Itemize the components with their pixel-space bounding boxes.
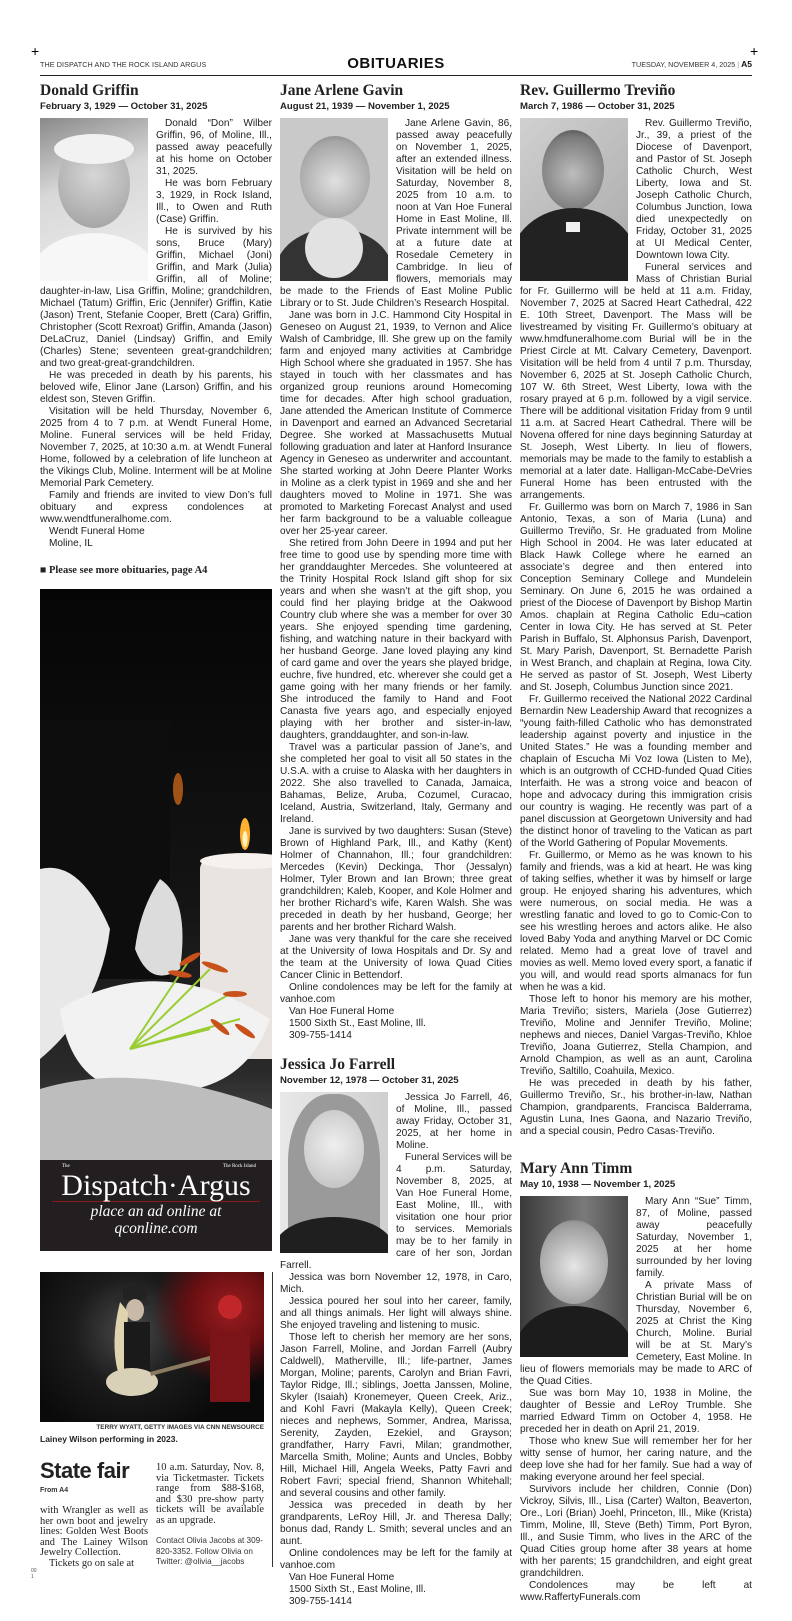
photo-caption: Lainey Wilson performing in 2023. <box>40 1434 178 1444</box>
state-fair-headline: State fair <box>40 1458 130 1483</box>
see-more-link[interactable]: ■ Please see more obituaries, page A4 <box>40 565 208 576</box>
photo-credit: TERRY WYATT, GETTY IMAGES VIA CNN NEWSOURCE <box>96 1424 264 1431</box>
obituary-paragraph: Fr. Guillermo received the National 2022 Cardinal Bernardin New Leadership Award that recognizes a “young faith-filled Catholic who has demonstrated leadership against poverty and injustice in the United States.” He was a founding member and chaplain of Escucha Mi Voz Iowa (Listen to Me), which is an outgrowth of CCHD-funded Quad Cities Interfaith. He was a strong voice and beacon of hope and advocacy during this immigration crisis our country is waging. He recently was part of a panel discussion at Georgetown University and had the distinct honor of traveling to the Vatican as part of the World Gathering of Popular Movements. <box>520 694 752 849</box>
portrait-photo <box>280 118 388 281</box>
funeral-home-info: Wendt Funeral Home <box>49 526 145 537</box>
obituary-paragraph: She retired from John Deere in 1994 and put her free time to good use by spending more time with her granddaughter Mercedes. She volunteered at the Trinity Hospital Rock Island gift shop for six years and when she wasn’t at the gift shop, you could find her playing bridge at the Oakwood Country club where she was a member for over 30 years. She enjoyed spending time gardening, fishing, and watching nature in their backyard with her husband George. Jane loved playing any kind of card game and over the years she played bridge, euchre, five hundred, etc. wherever she could get a game going with her many friends or her family. She introduced the family to Hand and Foot Canasta five years ago, and especially enjoyed playing with her brother and sister-in-law, daughters, granddaughter, and son-in-law. <box>280 538 512 741</box>
ad-tagline: place an ad online at <box>90 1203 222 1220</box>
advertisement-image <box>40 589 272 1160</box>
obituary-paragraph: Fr. Guillermo was born on March 7, 1986 in San Antonio, Texas, a son of Maria (Luna) and Guillermo Treviño, Sr. He graduated from Moline High School in 2004. He was later educated at Black Hawk College where he earned an associate’s degree and then entered into Conception Seminary College and Mundelein Seminary. On June 6, 2015 he was ordained a priest of the Diocese of Davenport by Bishop Martin Amos. chaplain at Regina Catholic Edu¬cation Center in Iowa City. He has served at St. Peter Parish in Buffalo, St. Alphonsus Parish, Davenport, St. Mary Parish, Davenport, St. Bernadette Parish in West Branch, and chaplain at Regina, Iowa City. He served as pastor of St. Joseph, West Liberty and St. Joseph, Columbus Junction since 2021. <box>520 502 752 693</box>
section-title: OBITUARIES <box>347 55 445 72</box>
header-rule <box>40 75 752 76</box>
crop-mark-icon: + <box>31 43 40 59</box>
logo-rock-island: The Rock Island <box>222 1164 256 1169</box>
state-fair-text-col2: 10 a.m. Saturday, Nov. 8, via Ticketmaster. Tickets range from $88-$168, and $30 pre-show party tickets will be available as an upgrade. <box>156 1462 264 1526</box>
ad-url[interactable]: qconline.com <box>114 1220 198 1237</box>
obituary-dates: March 7, 1986 — October 31, 2025 <box>520 101 675 112</box>
obituary-farrell <box>280 1056 512 1608</box>
funeral-home-info: Van Hoe Funeral Home <box>289 1006 395 1017</box>
obituary-paragraph: Online condolences may be left for the family at vanhoe.com <box>280 1548 512 1571</box>
portrait-photo <box>520 1196 628 1357</box>
obituary-griffin <box>40 82 272 550</box>
portrait-photo <box>280 1092 388 1253</box>
obituary-paragraph: Those who knew Sue will remember her for her witty sense of humor, her caring nature, and the deep love she had for her family. Sue had a way of making everyone around her feel special. <box>520 1436 752 1483</box>
dispatch-argus-ad-banner[interactable] <box>40 1160 272 1251</box>
obituary-paragraph: Those left to honor his memory are his mother, Maria Treviño; sisters, Mariela (Jose Gutierrez) Treviño, Moline and Jennifer Treviño, Moline; nephews and nieces, Daniel Vargas-Treviño, Khloe Treviño, Joana Gutierrez, Stella Champion, and Arnold Champion, as well as an aunt, Carolina Treviño, Saltillo, Coahuila, Mexico. <box>520 994 752 1077</box>
funeral-home-info: 309-755-1414 <box>289 1596 352 1607</box>
obituary-paragraph: Mary Ann “Sue” Timm, 87, of Moline, passed away peacefully Saturday, November 1, 2025 at her home surrounded by her loving family. <box>636 1196 752 1279</box>
obituary-dates: May 10, 1938 — November 1, 2025 <box>520 1179 676 1190</box>
obituary-paragraph: Jane was born in J.C. Hammond City Hospital in Geneseo on August 21, 1939, to Vernon and Alice Walsh of Cambridge, Ill. She grew up on the family farm and enjoyed many activities at Cambridge High School where she graduated in 1957. She has stayed in touch with her classmates and has organized group reunions around Homecoming time for decades. After high school graduation, Jane attended the American Institute of Commerce in Davenport and earned an Advanced Secretarial Degree. She worked at Massachusetts Mutual following graduation and later at Hanford Insurance Agency in Geneseo as underwriter and accountant. She started working at John Deere Planter Works in Moline as a clerk typist in 1969 and she and her daughters moved to Moline in 1971. She was promoted to Marketing Forecast Analyst and used her farm background to be a valuable colleague over her 25-year career. <box>280 310 512 537</box>
story-text: Tickets go on sale at <box>49 1557 135 1569</box>
obituary-paragraph: Those left to cherish her memory are her sons, Jason Farrell, Moline, and Jordan Farrell (Aubry Caldwell), Matherville, Ill.; life-partner, James Morgan, Moline; parents, Carolyn and Brian Favri, Taylor Ridge, Ill.; siblings, Joetta Janssen, Moline, Skyler (Isaiah) Kronemeyer, Queen Creek, Ariz., and Kohl Favri (Makayla Kelly), Queen Creek; nieces and nephews, Sommer, Andrea, Marissa, Serenity, Zayden, Ezekiel, and Grayson; grandfather, Harry Favri, Milan; grandmother, Marcella Smith, Moline; Aunts and Uncles, Bobby Hill, Michael Hill, Angela Weeks, Patty Favri and Robert Favri; special friend, Shannon Whitehall; and several cousins and other family. <box>280 1332 512 1499</box>
obituary-name: Donald Griffin <box>40 82 139 99</box>
obituary-paragraph: Sue was born May 10, 1938 in Moline, the daughter of Bessie and LeRoy Trumble. She married Edward Timm on October 4, 1958. He preceded her in death on April 21, 2019. <box>520 1388 752 1435</box>
funeral-home-info: Van Hoe Funeral Home <box>289 1572 395 1583</box>
obituary-paragraph: Jane was very thankful for the care she received at the University of Iowa Hospitals and Dr. Sy and the team at the University of Iowa Quad Cities Cancer Clinic in Bettendorf. <box>280 934 512 981</box>
funeral-home-info: 309-755-1414 <box>289 1030 352 1041</box>
column-2 <box>280 82 512 1608</box>
page-date <box>632 60 752 69</box>
obituary-paragraph: He is survived by his sons, Bruce (Mary) Griffin, Michael (Joni) Griffin, and Mark (Julia) Griffin, all of Moline; daughter-in-law, Lisa Griffin, Moline; grandchildren, Michael (Tatum) Griffin, Eric (Jennifer) Griffin, Katie (Jason) Trent, Stefanie Cooper, Brett (Cara) Griffin, Christopher (Scott Rexroat) Griffin, Amanda (Jason) DeLaCruz, Daniel (Lindsay) Griffin, and Emily (Charles) Stene; seventeen great-grandchildren; and two great-great-grandchildren. <box>40 226 272 369</box>
obituary-paragraph: Jessica was born November 12, 1978, in Caro, Mich. <box>280 1272 512 1295</box>
obituary-paragraph: Travel was a particular passion of Jane’s, and she completed her goal to visit all 50 states in the U.S.A. with a cruise to Alaska with her daughters in 2022. She also travelled to Canada, Jamaica, Bahamas, Belize, Aruba, Cozumel, Curacao, Iceland, Austria, Switzerland, Italy, Germany and Ireland. <box>280 742 512 825</box>
obituary-dates: August 21, 1939 — November 1, 2025 <box>280 101 450 112</box>
obituary-name: Jessica Jo Farrell <box>280 1056 396 1073</box>
column-rule <box>272 1272 273 1567</box>
column-1 <box>40 82 272 577</box>
obituary-paragraph: Fr. Guillermo, or Memo as he was known to his family and friends, was a kid at heart. He was king of taking selfies, whether it was by himself or large group. He enjoyed sharing his adventures, which were numerous, on social media. He was a wrestling fanatic and loved to go to Comic-Con to see his wrestling heroes and actors alike. He also loved Baby Yoda and anything Marvel or DC Comic related. Memo had a great love of travel and movies as well. Memo loved every sport, a fanatic if you will, and would read sports almanacs for fun when he was a kid. <box>520 850 752 993</box>
obituary-paragraph: A private Mass of Christian Burial will be on Thursday, November 6, 2025 at Christ the King Church, Moline. Burial will be at St. Mary’s Cemetery, East Moline. In lieu of flowers memorials may be made to ARC of the Quad Cities. <box>520 1280 752 1387</box>
obituary-paragraph: He was preceded in death by his father, Guillermo Treviño, Sr., his brother-in-law, Nathan Champion, grandparents, Francisca Balderrama, Agustin Luna, Ines Gaona, and Nazario Treviño, and a special cousin, Pedro Casas-Treviño. <box>520 1078 752 1137</box>
obituary-paragraph: Jessica poured her soul into her career, family, and all things animals. Her light will always shine. She enjoyed traveling and listening to music. <box>280 1296 512 1331</box>
obituary-paragraph: Donald “Don” Wilber Griffin, 96, of Moline, Ill., passed away peacefully at his home on October 31, 2025. <box>156 118 272 177</box>
story-text: with Wrangler as well as her own boot and jewelry lines: Golden West Boots and The Lainey Wilson Jewelry Collection. <box>40 1505 148 1558</box>
column-3 <box>520 82 752 1604</box>
obituary-gavin <box>280 82 512 1042</box>
reporter-contact: Contact Olivia Jacobs at 309-820-3352. Follow Olivia on Twitter: @olivia__jacobs <box>156 1536 263 1566</box>
obituary-paragraph: Online condolences may be left for the family at vanhoe.com <box>280 982 512 1005</box>
obituary-paragraph: Rev. Guillermo Treviño, Jr., 39, a priest of the Diocese of Davenport, and Pastor of St. Joseph Catholic Church, West Liberty, Iowa and St. Joseph Catholic Church, Columbus Junction, Iowa died unexpectedly on Friday, October 31, 2025 at UI Medical Center, Downtown Iowa City. <box>636 118 752 261</box>
date: TUESDAY, NOVEMBER 4, 2025 <box>631 60 736 69</box>
state-fair-right-column <box>156 1463 264 1568</box>
folio-mark: 00 1 <box>31 1568 37 1580</box>
candle-lily-illustration <box>40 589 272 1160</box>
obituary-dates: November 12, 1978 — October 31, 2025 <box>280 1075 459 1086</box>
concert-photo <box>40 1272 264 1422</box>
obituary-paragraph: Condolences may be left at www.RaffertyFunerals.com <box>520 1580 752 1603</box>
funeral-home-info: 1500 Sixth St., East Moline, Ill. <box>289 1018 426 1029</box>
obituary-dates: February 3, 1929 — October 31, 2025 <box>40 101 208 112</box>
obituary-paragraph: Jessica Jo Farrell, 46, of Moline, Ill., passed away Friday, October 31, 2025, at her home in Moline. <box>396 1092 512 1151</box>
page-number: A5 <box>741 59 752 69</box>
funeral-home-info: 1500 Sixth St., East Moline, Ill. <box>289 1584 426 1595</box>
obituary-timm <box>520 1160 752 1604</box>
obituary-paragraph: Jessica was preceded in death by her grandparents, LeRoy Hill, Jr. and Theresa Dally; bonus dad, Randy L. Smith; several uncles and an aunt. <box>280 1500 512 1547</box>
obituary-paragraph: Jane Arlene Gavin, 86, passed away peacefully on November 1, 2025, after an extended illness. Visitation will be held on Saturday, November 8, 2025 from 10 a.m. to noon at Van Hoe Funeral Home in East Moline, Ill. Private internment will be at a future date at Rosedale Cemetery in Cambridge. In lieu of flowers, memorials may be made to the Friends of East Moline Public Library or to St. Jude Children’s Research Hospital. <box>280 118 512 309</box>
obituary-name: Mary Ann Timm <box>520 1160 633 1177</box>
funeral-home-info: Moline, IL <box>49 538 93 549</box>
logo-text: Dispatch·Argus <box>61 1169 251 1202</box>
dispatch-argus-logo <box>40 1170 272 1201</box>
obituary-name: Rev. Guillermo Treviño <box>520 82 676 99</box>
portrait-photo <box>40 118 148 281</box>
portrait-photo <box>520 118 628 281</box>
separator: | <box>737 60 740 69</box>
obituary-paragraph: Jane is survived by two daughters: Susan (Steve) Brown of Highland Park, Ill., and Kathy (Kent) Holmer of Channahon, Ill.; four grandchildren: Mercedes (Kevin) Deckinga, Thor (Jessalyn) Holmer, Tyler Brown and Ian Brown; three great grandchildren; Kaleb, Kooper, and Kole Holmer and her brother Richard’s wife, Karen Walsh. She was preceded in death by her husband, George; her parents and her brother Richard Walsh. <box>280 826 512 933</box>
obituary-paragraph: Funeral services and Mass of Christian Burial for Fr. Guillermo will be held at 11 a.m. Friday, November 7, 2025 at Sacred Heart Cathedral, 422 E. 10th Street, Davenport. The Mass will be livestreamed by visiting Fr. Guillermo’s obituary at www.hmdfuneralhome.com Burial will be in the Priest Circle at Mt. Calvary Cemetery, Davenport. Visitation will be held from 4 until 7 p.m. Thursday, November 6, 2025 at St. Joseph Catholic Church, 107 W. 6th Street, West Liberty, Iowa with the rosary prayed at 6 p.m. followed by a vigil service. There will be additional visitation Friday from 9 until 11 a.m. at Sacred Heart Cathedral. There will be Novena offered for nine days beginning Saturday at St. Joseph, West Liberty. In lieu of flowers, memorials may be made to the family to establish a memorial at a later date. Halligan-McCabe-DeVries Funeral Home has been entrusted with the arrangements. <box>520 262 752 501</box>
jump-line[interactable]: From A4 <box>40 1487 69 1494</box>
obituary-paragraph: He was born February 3, 1929, in Rock Island, Ill., to Owen and Ruth (Case) Griffin. <box>156 178 272 225</box>
obituary-paragraph: Survivors include her children, Connie (Don) Vickroy, Silvis, Ill., Lisa (Carter) Walton, Beaverton, Ore., Lori (Brian) Joehl, Princeton, Ill., Mike (Krista) Timm, Moline, Ill, Steve (Beth) Timm, Port Byron, Ill., and Susie Timm, who lives in the ARC of the Quad Cities group home after 38 years at home with her parents; 15 grandchildren, and eight great grandchildren. <box>520 1484 752 1579</box>
obituary-paragraph: Funeral Services will be 4 p.m. Saturday, November 8, 2025, at Van Hoe Funeral Home, East Moline, Ill., with visitation one hour prior to services. Memorials may be to her family in care of her son, Jordan Farrell. <box>280 1152 512 1271</box>
performer-illustration <box>40 1272 264 1422</box>
obituary-name: Jane Arlene Gavin <box>280 82 404 99</box>
state-fair-text-col1 <box>40 1506 148 1569</box>
crop-mark-icon: + <box>750 43 759 59</box>
obituary-trevino <box>520 82 752 1138</box>
logo-the: The <box>62 1164 70 1169</box>
obituary-paragraph: Visitation will be held Thursday, November 6, 2025 from 4 to 7 p.m. at Wendt Funeral Home, Moline. Funeral services will be held Friday, November 7, 2025, at 10:30 a.m. at Wendt Funeral Home, followed by a celebration of life luncheon at the Vikings Club, Moline. Interment will be at Moline Memorial Park Cemetery. <box>40 406 272 489</box>
obituary-paragraph: Family and friends are invited to view Don’s full obituary and express condolences at www.wendtfuneralhome.com. <box>40 490 272 525</box>
newspaper-name: THE DISPATCH AND THE ROCK ISLAND ARGUS <box>40 60 207 69</box>
obituary-paragraph: He was preceded in death by his parents, his beloved wife, Elinor Jane (Larson) Griffin, and his eldest son, Steven Griffin. <box>40 370 272 405</box>
